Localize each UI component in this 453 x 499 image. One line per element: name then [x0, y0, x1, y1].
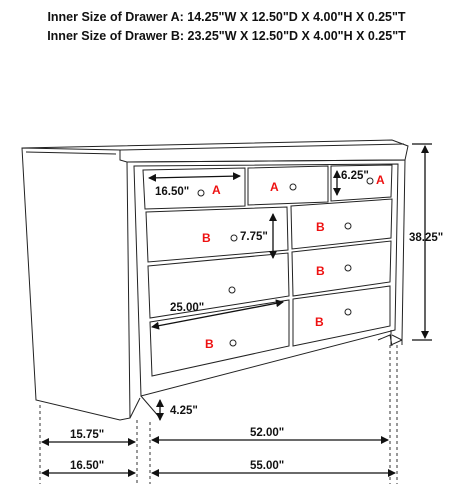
- drawer-b-1-right: [291, 199, 392, 249]
- knob: [230, 340, 236, 346]
- knob: [345, 223, 351, 229]
- knob: [345, 265, 351, 271]
- knob: [229, 287, 235, 293]
- drawer-label-b: B: [316, 220, 325, 234]
- overall-depth-dim: 16.50": [70, 460, 105, 472]
- drawer-b-spec: Inner Size of Drawer B: 23.25"W X 12.50"D X 4.00"H X 0.25"T: [47, 29, 406, 43]
- leg-height-dim: 4.25": [170, 405, 198, 417]
- knob: [198, 190, 204, 196]
- drawer-label-a: A: [212, 183, 221, 197]
- drawer-b-height-dim: 7.75": [240, 231, 268, 243]
- inner-width-dim: 52.00": [250, 427, 285, 439]
- knob: [231, 235, 237, 241]
- drawer-a-spec: Inner Size of Drawer A: 14.25"W X 12.50"D X 4.00"H X 0.25"T: [47, 10, 406, 24]
- drawer-label-b: B: [202, 231, 211, 245]
- drawer-label-a: A: [376, 173, 385, 187]
- drawer-label-b: B: [315, 315, 324, 329]
- drawer-a-middle: [248, 166, 328, 205]
- total-height-dim: 38.25": [409, 232, 444, 244]
- inner-depth-dim: 15.75": [70, 429, 105, 441]
- knob: [345, 309, 351, 315]
- drawer-b-3-right: [293, 286, 390, 346]
- drawer-a-height-dim: 6.25": [341, 170, 369, 182]
- drawer-b-width-dim: 25.00": [170, 302, 205, 314]
- drawer-label-b: B: [205, 337, 214, 351]
- knob: [290, 184, 296, 190]
- drawer-a-width-dim: 16.50": [155, 186, 190, 198]
- overall-width-dim: 55.00": [250, 460, 285, 472]
- dresser-outline: [22, 140, 408, 420]
- drawer-label-a: A: [270, 180, 279, 194]
- drawer-label-b: B: [316, 264, 325, 278]
